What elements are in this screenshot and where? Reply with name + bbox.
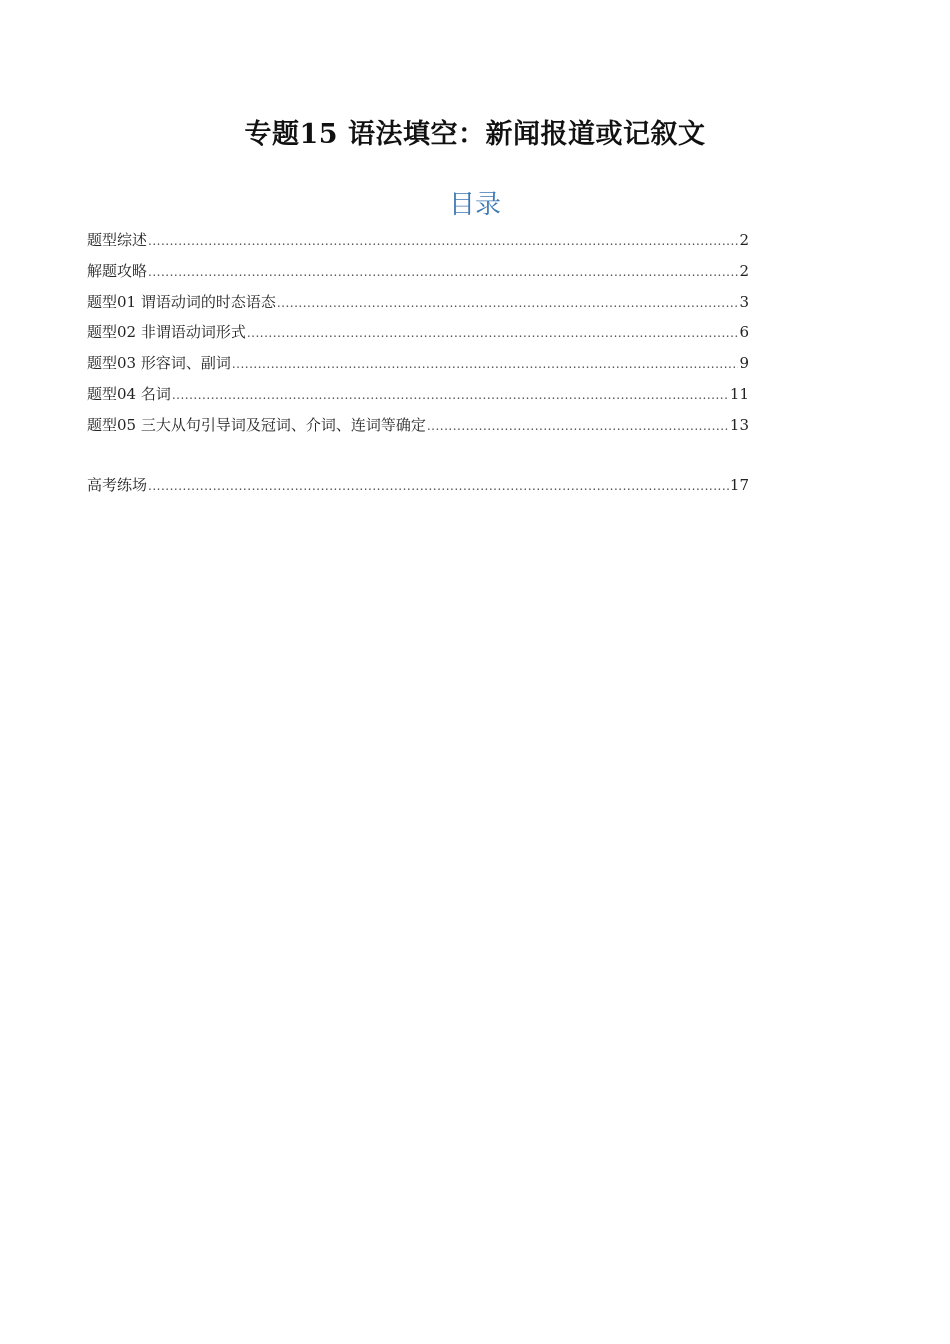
toc-page-number: 13 xyxy=(729,416,749,434)
document-title: 专题15 语法填空：新闻报道或记叙文 xyxy=(244,119,706,150)
toc-dot-leader xyxy=(172,383,729,407)
toc-dot-leader xyxy=(148,260,738,284)
toc-page-number: 17 xyxy=(729,476,749,494)
toc-page-number: 11 xyxy=(729,385,749,403)
toc-page-number: 9 xyxy=(739,354,749,372)
toc-entry-label: 题型03 形容词、副词 xyxy=(87,354,231,372)
toc-entry-overview[interactable] xyxy=(87,228,749,252)
toc-entry-label: 题型02 非谓语动词形式 xyxy=(87,323,246,341)
toc-dot-leader xyxy=(232,352,739,376)
toc-entry-label: 题型综述 xyxy=(87,231,148,249)
toc-entry-type-03[interactable] xyxy=(87,351,749,375)
toc-entry-type-02[interactable] xyxy=(87,320,749,344)
toc-entry-label: 题型05 三大从句引导词及冠词、介词、连词等确定 xyxy=(87,416,426,434)
toc-page-number: 2 xyxy=(739,231,749,249)
toc-entry-label: 题型01 谓语动词的时态语态 xyxy=(87,293,276,311)
toc-page-number: 3 xyxy=(739,293,749,311)
toc-dot-leader xyxy=(427,414,729,438)
toc-entry-type-01[interactable] xyxy=(87,290,749,314)
toc-entry-label: 题型04 名词 xyxy=(87,385,171,403)
toc-page-number: 6 xyxy=(739,323,749,341)
toc-dot-leader xyxy=(148,229,738,253)
toc-dot-leader xyxy=(247,321,739,345)
toc-entry-type-04[interactable] xyxy=(87,382,749,406)
toc-page-number: 2 xyxy=(739,262,749,280)
toc-entry-label: 高考练场 xyxy=(87,476,148,494)
toc-entry-type-05[interactable] xyxy=(87,413,749,437)
toc-heading: 目录 xyxy=(448,190,501,220)
toc-entry-exam-practice[interactable] xyxy=(87,473,749,497)
toc-entry-strategy[interactable] xyxy=(87,259,749,283)
toc-dot-leader xyxy=(277,291,739,315)
toc-dot-leader xyxy=(148,474,729,498)
toc-entry-label: 解题攻略 xyxy=(87,262,148,280)
